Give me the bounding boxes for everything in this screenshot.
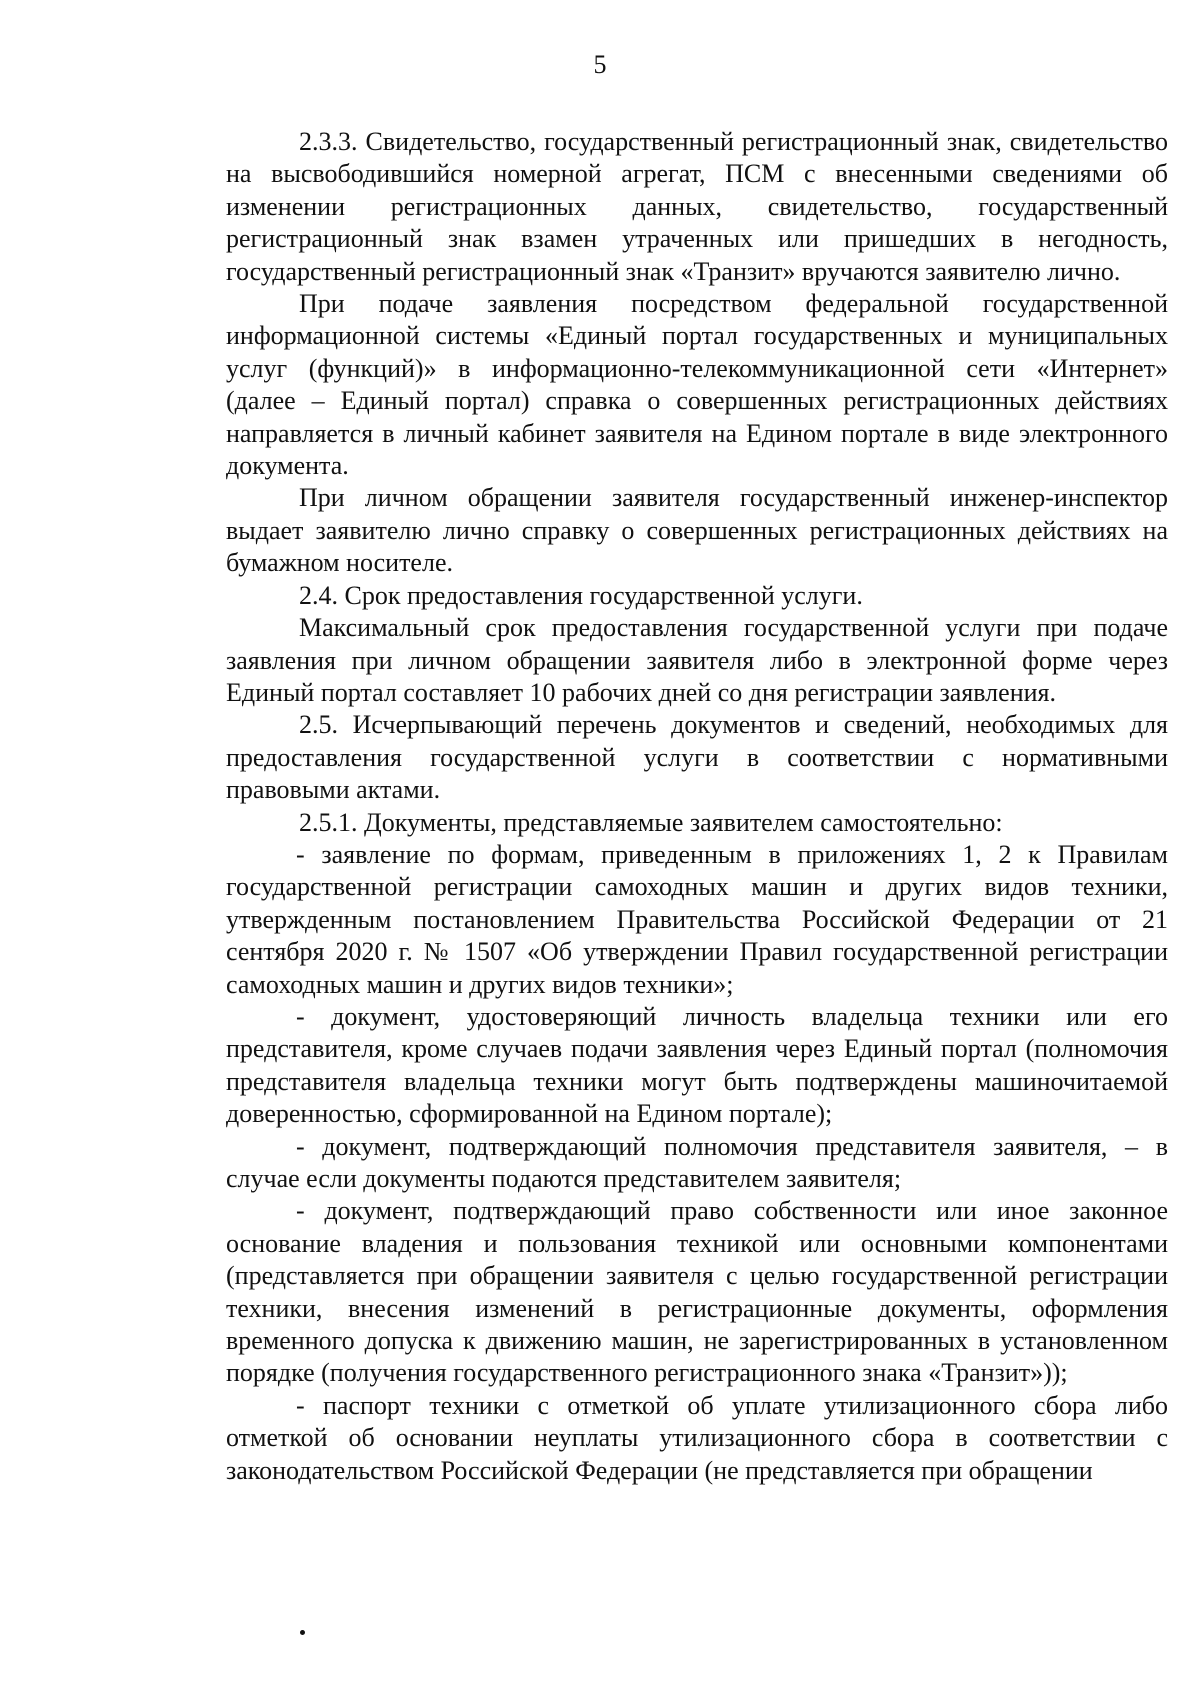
list-item: - документ, удостоверяющий личность владельца техники или его представителя, кроме случаев подачи заявления через Единый портал (полномочия представителя владельца техники могут быть подтверждены машиночитаемой доверенностью, сформированной на Едином портале);	[226, 1001, 1168, 1129]
page-number: 5	[593, 50, 607, 79]
paragraph-2-3-3: 2.3.3. Свидетельство, государственный регистрационный знак, свидетельство на высвободившийся номерной агрегат, ПСМ с внесенными сведениями об изменении регистрационных данных, свидетельство, государственный регистрационный знак взамен утраченных или пришедших в негодность, государственный регистрационный знак «Транзит» вручаются заявителю лично.	[226, 127, 1168, 286]
heading-2-5-1: 2.5.1. Документы, представляемые заявителем самостоятельно:	[299, 807, 1003, 837]
document-body	[226, 126, 1168, 1487]
paragraph-max-term: Максимальный срок предоставления государственной услуги при подаче заявления при личном обращении заявителя либо в электронной форме через Единый портал составляет 10 рабочих дней со дня регистрации заявления.	[226, 613, 1168, 707]
list-item: - заявление по формам, приведенным в приложениях 1, 2 к Правилам государственной регистрации самоходных машин и других видов техники, утвержденным постановлением Правительства Российской Федерации от 21 сентября 2020 г. № 1507 «Об утверждении Правил государственной регистрации самоходных машин и других видов техники»;	[226, 839, 1168, 999]
paragraph-personal-visit: При личном обращении заявителя государственный инженер-инспектор выдает заявителю лично справку о совершенных регистрационных действиях на бумажном носителе.	[226, 483, 1168, 578]
heading-2-5: 2.5. Исчерпывающий перечень документов и сведений, необходимых для предоставления государственной услуги в соответствии с нормативными правовыми актами.	[226, 710, 1168, 805]
list-item: - документ, подтверждающий право собственности или иное законное основание владения и пользования техникой или основными компонентами (представляется при обращении заявителя с целью государственной регистрации техники, внесения изменений в регистрационные документы, оформления временного допуска к движению машин, не зарегистрированных в установленном порядке (получения государственного регистрационного знака «Транзит»));	[226, 1196, 1168, 1388]
list-item: - паспорт техники с отметкой об уплате утилизационного сбора либо отметкой об основании неуплаты утилизационного сбора в соответствии с законодательством Российской Федерации (не представляется при обращении	[226, 1390, 1168, 1485]
scan-dot-mark	[300, 1630, 305, 1635]
heading-2-4: 2.4. Срок предоставления государственной услуги.	[299, 580, 863, 610]
paragraph-unified-portal: При подаче заявления посредством федеральной государственной информационной системы «Единый портал государственных и муниципальных услуг (функций)» в информационно-телекоммуникационной сети «Интернет» (далее – Единый портал) справка о совершенных регистрационных действиях направляется в личный кабинет заявителя на Едином портале в виде электронного документа.	[226, 289, 1168, 481]
list-item: - документ, подтверждающий полномочия представителя заявителя, – в случае если документы подаются представителем заявителя;	[226, 1131, 1168, 1193]
